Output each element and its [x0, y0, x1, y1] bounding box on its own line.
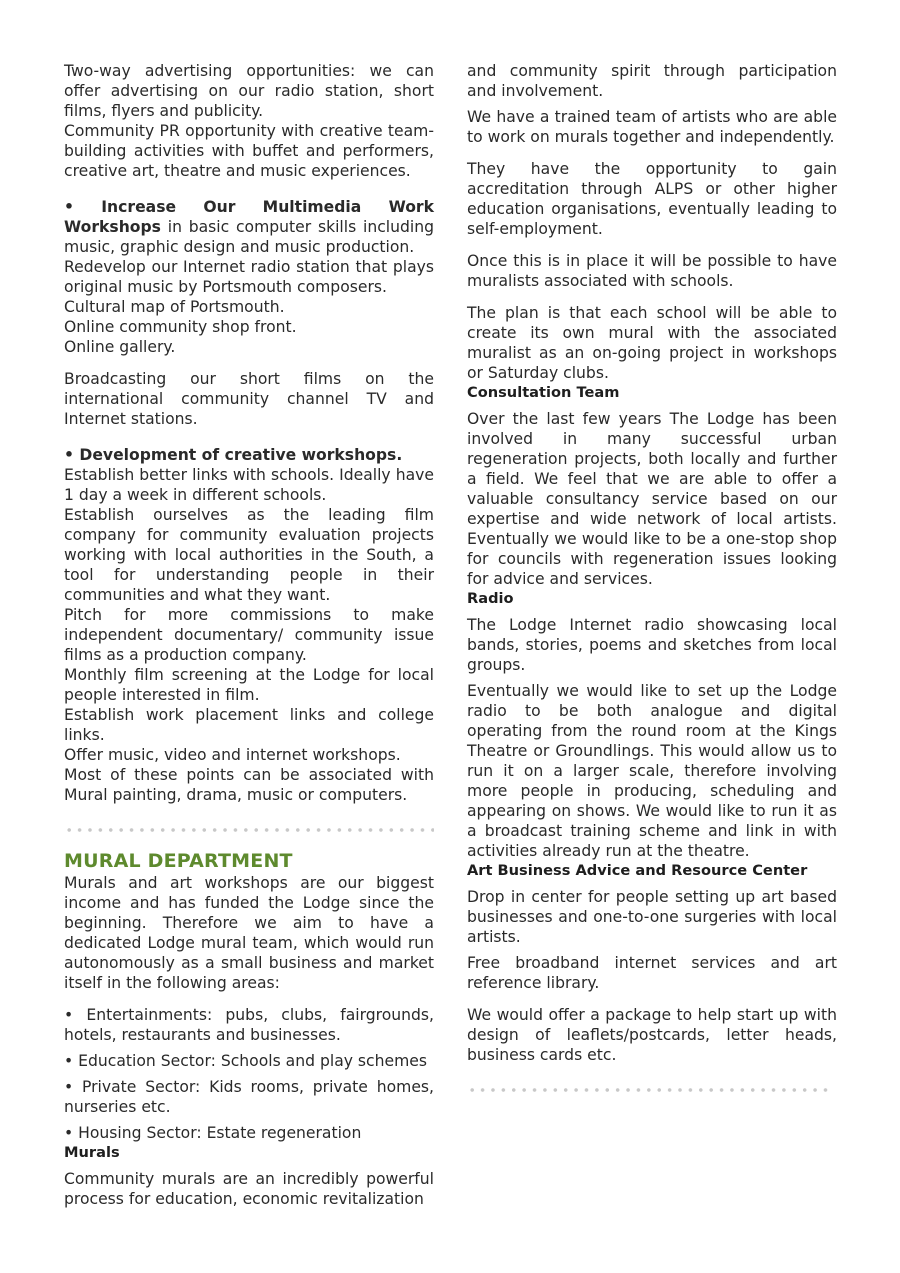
- consultation-heading: Consultation Team: [467, 384, 620, 401]
- creative-line: Pitch for more commissions to make independent documentary/ community issue films as a production company.: [64, 606, 434, 664]
- multimedia-line: Cultural map of Portsmouth.: [64, 298, 285, 316]
- right-column: [467, 61, 837, 1109]
- mural-bullet: • Housing Sector: Estate regeneration: [64, 1124, 362, 1142]
- mural-department-title: MURAL DEPARTMENT: [64, 850, 293, 872]
- body-paragraph: We have a trained team of artists who are able to work on murals together and independently.: [467, 108, 837, 146]
- multimedia-lead: • Increase Our Multimedia Work Workshops: [64, 198, 434, 236]
- dotted-divider: [467, 1087, 831, 1093]
- community-pr-paragraph: Community PR opportunity with creative team-building activities with buffet and performers, creative art, theatre and music experiences.: [64, 122, 434, 180]
- mural-bullet: • Education Sector: Schools and play schemes: [64, 1052, 428, 1070]
- left-column: [64, 61, 434, 1209]
- multimedia-line: Online gallery.: [64, 338, 176, 356]
- multimedia-line: Online community shop front.: [64, 318, 297, 336]
- creative-line: Monthly film screening at the Lodge for local people interested in film.: [64, 666, 434, 704]
- murals-subheading: Murals: [64, 1144, 120, 1161]
- radio-paragraph: Eventually we would like to set up the Lodge radio to be both analogue and digital operating from the round room at the Kings Theatre or Groundlings. This would allow us to run it on a larger scale, therefore involving more people in producing, scheduling and appearing on shows. We would like to run it as a broadcast training scheme and link in with activities already run at the theatre.: [467, 682, 837, 860]
- art-business-heading: Art Business Advice and Resource Center: [467, 862, 808, 879]
- body-paragraph: They have the opportunity to gain accreditation through ALPS or other higher education organisations, eventually leading to self-employment.: [467, 160, 837, 238]
- creative-line: Establish better links with schools. Ideally have 1 day a week in different schools.: [64, 466, 434, 504]
- creative-line: Establish ourselves as the leading film company for community evaluation projects working with local authorities in the South, a tool for understanding people in their communities and what they want.: [64, 506, 434, 604]
- creative-line: Offer music, video and internet workshops.: [64, 746, 401, 764]
- radio-paragraph: The Lodge Internet radio showcasing local bands, stories, poems and sketches from local groups.: [467, 616, 837, 674]
- mural-bullet: • Private Sector: Kids rooms, private homes, nurseries etc.: [64, 1078, 434, 1116]
- art-business-paragraph: Drop in center for people setting up art based businesses and one-to-one surgeries with local artists.: [467, 888, 837, 946]
- continuation-paragraph: and community spirit through participation and involvement.: [467, 62, 837, 100]
- art-business-paragraph: We would offer a package to help start up with design of leaflets/postcards, letter heads, business cards etc.: [467, 1006, 837, 1064]
- mural-bullet: • Entertainments: pubs, clubs, fairgrounds, hotels, restaurants and businesses.: [64, 1006, 434, 1044]
- body-paragraph: Once this is in place it will be possible to have muralists associated with schools.: [467, 252, 837, 290]
- consultation-paragraph: Over the last few years The Lodge has been involved in many successful urban regeneration projects, both locally and further a field. We feel that we are able to offer a valuable consultancy service based on our expertise and wide network of local artists. Eventually we would like to be a one-stop shop for councils with regeneration issues looking for advice and services.: [467, 410, 837, 588]
- creative-line: Establish work placement links and college links.: [64, 706, 434, 744]
- broadcasting-paragraph: Broadcasting our short films on the international community channel TV and Internet stations.: [64, 370, 434, 428]
- mural-intro-paragraph: Murals and art workshops are our biggest income and has funded the Lodge since the beginning. Therefore we aim to have a dedicated Lodge mural team, which would run autonomously as a small business and market itself in the following areas:: [64, 874, 434, 992]
- creative-line: Most of these points can be associated with Mural painting, drama, music or computers.: [64, 766, 434, 804]
- art-business-paragraph: Free broadband internet services and art reference library.: [467, 954, 837, 992]
- creative-workshops-heading: • Development of creative workshops.: [64, 446, 403, 464]
- multimedia-paragraph: [64, 197, 434, 257]
- multimedia-lead-rest: in basic computer skills including music, graphic design and music production.: [64, 218, 434, 256]
- body-paragraph: The plan is that each school will be able to create its own mural with the associated muralist as an on-going project in workshops or Saturday clubs.: [467, 304, 837, 382]
- advertising-paragraph: Two-way advertising opportunities: we can offer advertising on our radio station, short films, flyers and publicity.: [64, 62, 434, 120]
- radio-heading: Radio: [467, 590, 514, 607]
- dotted-divider: [64, 827, 434, 833]
- murals-paragraph: Community murals are an incredibly powerful process for education, economic revitalization: [64, 1170, 434, 1208]
- multimedia-line: Redevelop our Internet radio station that plays original music by Portsmouth composers.: [64, 258, 434, 296]
